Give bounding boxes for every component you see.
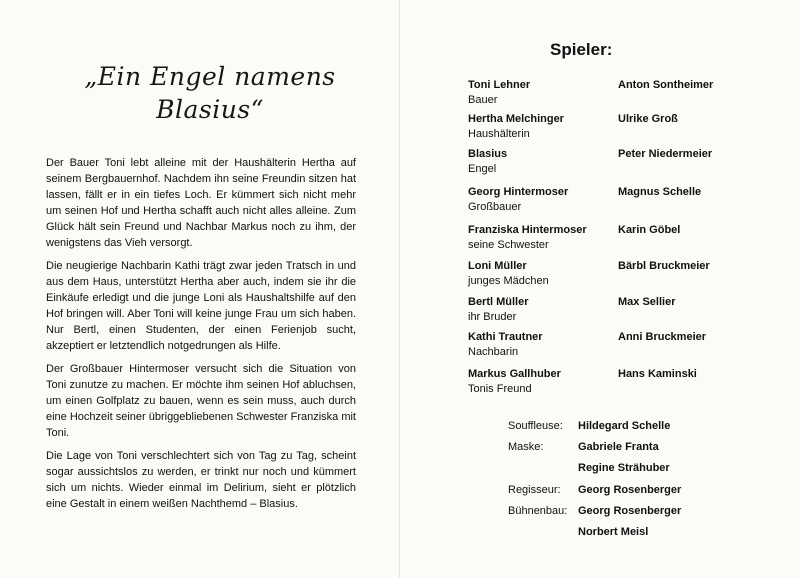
crew-role-label: Souffleuse: (508, 420, 563, 432)
cast-heading: Spieler: (550, 40, 613, 59)
role-description: Nachbarin (468, 346, 519, 358)
cast-entry (468, 113, 768, 149)
role-description: Bauer (468, 94, 498, 106)
crew-member-name: Regine Strähuber (578, 462, 670, 474)
cast-entry (468, 224, 768, 260)
role-name: Franziska Hintermoser (468, 224, 587, 236)
synopsis-paragraph: Die neugierige Nachbarin Kathi trägt zwar jeden Tratsch in und aus dem Haus, unterstützt Hertha aber auch, indem sie ihr die Einkäufe erledigt und die junge Loni als Haushaltshilfe auf den Hof bringen will. Aber Toni will keine junge Frau um sich haben. Nur Bertl, einen Studenten, der einen Ferienjob sucht, akzeptiert er letztendlich notgedrungen als Hilfe. (46, 260, 356, 352)
role-description: Haushälterin (468, 128, 530, 140)
role-name: Markus Gallhuber (468, 368, 561, 380)
crew-member-name: Georg Rosenberger (578, 484, 682, 496)
play-title: „Ein Engel namens Blasius“ (84, 62, 336, 124)
crew-role-label: Regisseur: (508, 484, 561, 496)
role-description: junges Mädchen (468, 275, 549, 287)
actor-name: Ulrike Groß (618, 113, 678, 125)
role-name: Blasius (468, 148, 508, 160)
crew-role-label: Bühnenbau: (508, 505, 568, 517)
role-description: seine Schwester (468, 239, 549, 251)
crew-role-label: Maske: (508, 441, 544, 453)
crew-entry (508, 420, 738, 440)
actor-name: Max Sellier (618, 296, 676, 308)
crew-member-name: Gabriele Franta (578, 441, 659, 453)
crew-member-name: Georg Rosenberger (578, 505, 682, 517)
right-page (402, 0, 800, 578)
page-fold-divider (399, 0, 400, 578)
role-name: Georg Hintermoser (468, 186, 569, 198)
crew-entry (508, 462, 738, 482)
role-description: ihr Bruder (468, 311, 517, 323)
crew-entry (508, 526, 738, 546)
cast-entry (468, 260, 768, 296)
actor-name: Hans Kaminski (618, 368, 697, 380)
crew-entry (508, 505, 738, 525)
synopsis-paragraph: Der Großbauer Hintermoser versucht sich die Situation von Toni zunutze zu machen. Er möchte ihm seinen Hof abluchsen, um einen Golfplatz zu bauen, wenn es sein muss, auch durch eine Hochzeit seiner übriggebliebenen Schwester Franziska mit Toni. (46, 363, 356, 439)
left-page (0, 0, 398, 578)
crew-member-name: Hildegard Schelle (578, 420, 671, 432)
cast-entry (468, 186, 768, 222)
cast-entry (468, 368, 768, 404)
cast-entry (468, 79, 768, 115)
role-name: Loni Müller (468, 260, 527, 272)
actor-name: Anni Bruckmeier (618, 331, 707, 343)
actor-name: Bärbl Bruckmeier (618, 260, 710, 272)
role-name: Bertl Müller (468, 296, 529, 308)
role-name: Hertha Melchinger (468, 113, 564, 125)
crew-entry (508, 484, 738, 504)
role-description: Großbauer (468, 201, 522, 213)
synopsis (46, 155, 356, 519)
synopsis-paragraph: Die Lage von Toni verschlechtert sich von Tag zu Tag, scheint sogar aussichtslos zu werden, er trinkt nur noch und kümmert sich um nichts. Wieder einmal im Delirium, sieht er plötzlich eine Gestalt in einem weißen Nachthemd – Blasius. (46, 450, 356, 510)
cast-entry (468, 296, 768, 332)
synopsis-paragraph: Der Bauer Toni lebt alleine mit der Haushälterin Hertha auf seinem Bergbauernhof. Nachdem ihn seine Freundin sitzen hat lassen, fällt er in ein tiefes Loch. Er kümmert sich nicht mehr um seinen Hof und Hertha schafft auch nicht alles alleine. Zum Glück hält sein Freund und Nachbar Markus noch zu ihm, der wenigstens das Vieh versorgt. (46, 157, 356, 249)
role-description: Engel (468, 163, 497, 175)
crew-entry (508, 441, 738, 461)
role-description: Tonis Freund (468, 383, 532, 395)
actor-name: Peter Niedermeier (618, 148, 713, 160)
actor-name: Karin Göbel (618, 224, 681, 236)
role-name: Kathi Trautner (468, 331, 543, 343)
actor-name: Magnus Schelle (618, 186, 702, 198)
cast-entry (468, 331, 768, 367)
crew-member-name: Norbert Meisl (578, 526, 649, 538)
cast-entry (468, 148, 768, 184)
role-name: Toni Lehner (468, 79, 531, 91)
actor-name: Anton Sontheimer (618, 79, 714, 91)
